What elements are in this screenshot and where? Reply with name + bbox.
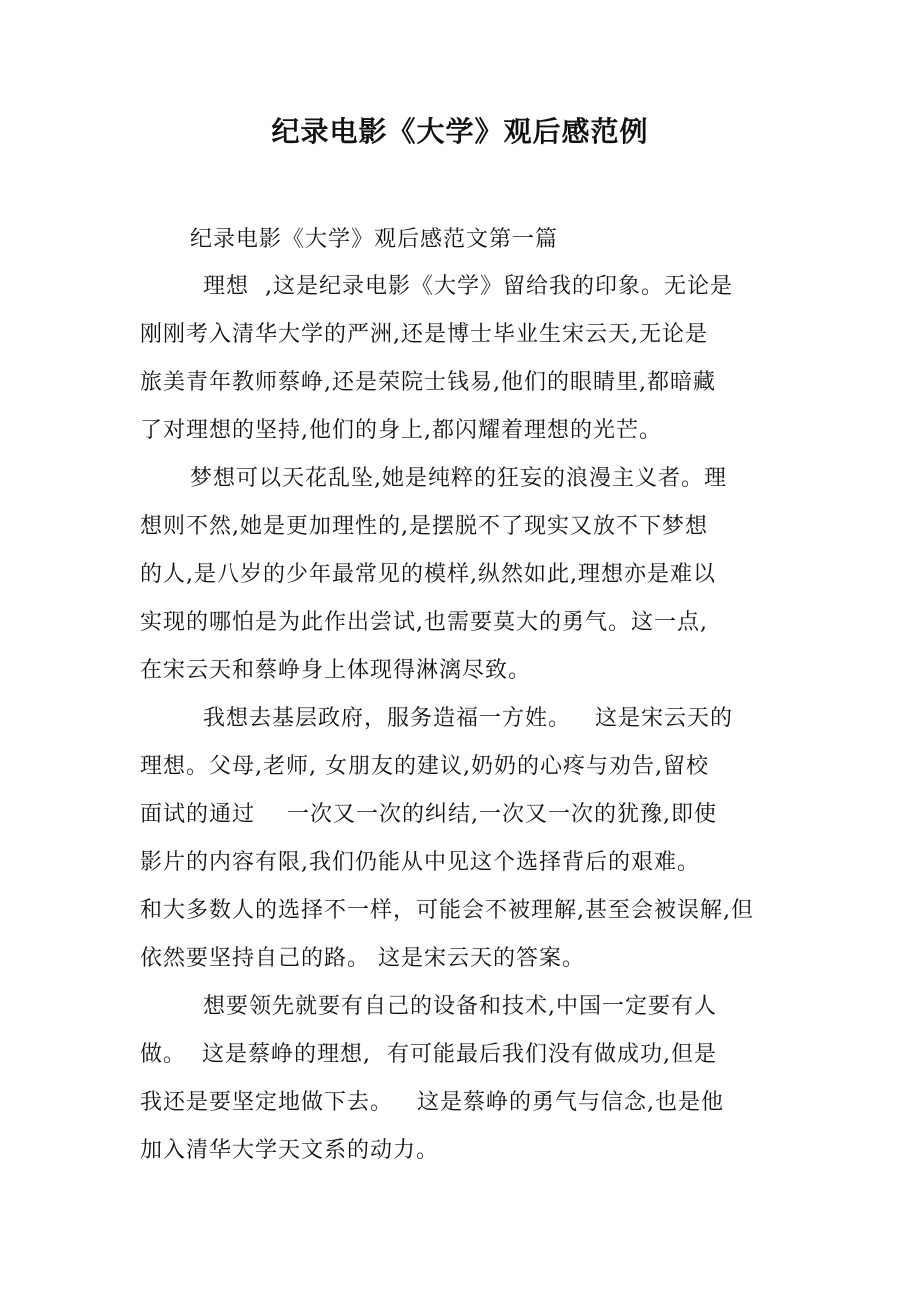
paragraph-line: 我想去基层政府，服务造福一方姓。 这是宋云天的 — [195, 706, 733, 731]
paragraph-line: 想要领先就要有自己的设备和技术,中国一定要有人 — [195, 994, 717, 1019]
paragraph-line: 理想 ,这是纪录电影《大学》留给我的印象。无论是 — [195, 274, 733, 299]
section-heading: 纪录电影《大学》观后感范文第一篇 — [190, 227, 559, 252]
paragraph-line: 影片的内容有限,我们仍能从中见这个选择背后的艰难。 — [140, 850, 700, 875]
paragraph-line: 和大多数人的选择不一样，可能会不被理解,甚至会被误解,但 — [140, 898, 754, 923]
paragraph-line: 面试的通过 一次又一次的纠结,一次又一次的犹豫,即使 — [140, 802, 717, 827]
paragraph-line: 做。 这是蔡峥的理想, 有可能最后我们没有做成功,但是 — [140, 1042, 717, 1067]
paragraph-line: 想则不然,她是更加理性的,是摆脱不了现实又放不下梦想 — [140, 514, 708, 539]
paragraph-line: 依然要坚持自己的路。 这是宋云天的答案。 — [140, 946, 585, 971]
paragraph-line: 的人,是八岁的少年最常见的模样,纵然如此,理想亦是难以 — [140, 562, 716, 587]
paragraph-line: 在宋云天和蔡峥身上体现得淋漓尽致。 — [140, 658, 532, 683]
paragraph-line: 我还是要坚定地做下去。 这是蔡峥的勇气与信念,也是他 — [140, 1090, 724, 1115]
paragraph-line: 了对理想的坚持,他们的身上,都闪耀着理想的光芒。 — [140, 418, 662, 443]
paragraph-line: 理想。父母,老师, 女朋友的建议,奶奶的心疼与劝告,留校 — [140, 754, 709, 779]
paragraph-line: 旅美青年教师蔡峥,还是荣院士钱易,他们的眼睛里,都暗藏 — [140, 370, 716, 395]
paragraph-line: 梦想可以天花乱坠,她是纯粹的狂妄的浪漫主义者。理 — [190, 466, 727, 491]
page-title: 纪录电影《大学》观后感范例 — [271, 115, 649, 148]
paragraph-line: 加入清华大学天文系的动力。 — [140, 1138, 440, 1163]
paragraph-line: 实现的哪怕是为此作出尝试,也需要莫大的勇气。这一点, — [140, 610, 708, 635]
paragraph-line: 刚刚考入清华大学的严洲,还是博士毕业生宋云天,无论是 — [140, 322, 708, 347]
